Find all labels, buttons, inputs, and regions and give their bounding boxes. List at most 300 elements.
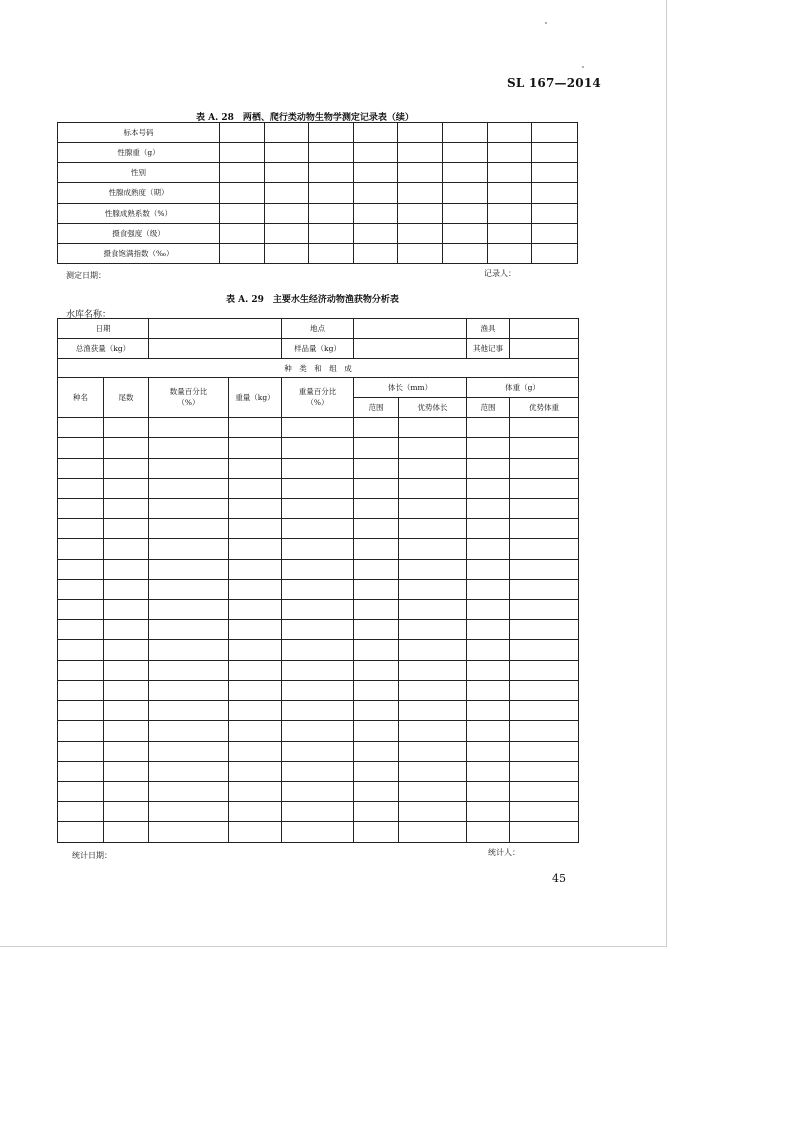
data-cell[interactable]: [399, 620, 467, 640]
data-cell[interactable]: [149, 620, 229, 640]
data-cell[interactable]: [467, 600, 510, 620]
data-cell[interactable]: [510, 579, 579, 599]
data-cell[interactable]: [354, 519, 399, 539]
gear-label: 渔具: [467, 319, 510, 339]
data-cell[interactable]: [220, 223, 265, 243]
data-cell[interactable]: [282, 519, 354, 539]
data-cell[interactable]: [229, 498, 282, 518]
data-cell[interactable]: [149, 660, 229, 680]
data-cell[interactable]: [104, 701, 149, 721]
data-cell[interactable]: [220, 143, 265, 163]
data-cell[interactable]: [265, 183, 309, 203]
table-row: [58, 822, 579, 843]
table-row: [58, 498, 579, 518]
data-cell[interactable]: [282, 539, 354, 559]
data-cell[interactable]: [58, 498, 104, 518]
table-row: [58, 478, 579, 498]
data-cell[interactable]: [467, 620, 510, 640]
row-label: 性别: [58, 163, 220, 183]
data-cell[interactable]: [58, 701, 104, 721]
data-cell[interactable]: [354, 478, 399, 498]
data-cell[interactable]: [149, 701, 229, 721]
table-row: [58, 640, 579, 660]
data-cell[interactable]: [398, 163, 443, 183]
data-cell[interactable]: [58, 418, 104, 438]
data-cell[interactable]: [149, 782, 229, 802]
data-cell[interactable]: [104, 458, 149, 478]
data-cell[interactable]: [510, 498, 579, 518]
data-cell[interactable]: [229, 559, 282, 579]
data-cell[interactable]: [229, 620, 282, 640]
data-cell[interactable]: [58, 721, 104, 741]
data-cell[interactable]: [149, 478, 229, 498]
data-cell[interactable]: [467, 559, 510, 579]
row-label: 标本号码: [58, 123, 220, 143]
data-cell[interactable]: [282, 600, 354, 620]
data-cell[interactable]: [399, 539, 467, 559]
data-cell[interactable]: [282, 579, 354, 599]
data-cell[interactable]: [104, 680, 149, 700]
data-cell[interactable]: [510, 458, 579, 478]
table-row: [58, 559, 579, 579]
data-cell[interactable]: [58, 478, 104, 498]
table-row: [58, 600, 579, 620]
data-cell[interactable]: [398, 123, 443, 143]
row-label: 摄食强度（级）: [58, 223, 220, 243]
table-a29-caption: 表 A. 29 主要水生经济动物渔获物分析表: [226, 295, 399, 305]
other-notes-label: 其他记事: [467, 339, 510, 359]
data-cell[interactable]: [104, 579, 149, 599]
col-weight-percent: 重量百分比 （%）: [282, 377, 354, 417]
data-cell[interactable]: [58, 458, 104, 478]
data-cell[interactable]: [229, 418, 282, 438]
data-cell[interactable]: [467, 741, 510, 761]
row-label: 性腺成熟系数（%）: [58, 203, 220, 223]
data-cell[interactable]: [532, 163, 578, 183]
data-cell[interactable]: [443, 183, 488, 203]
data-cell[interactable]: [149, 721, 229, 741]
data-cell[interactable]: [399, 458, 467, 478]
data-cell[interactable]: [354, 802, 399, 822]
table-row: [58, 620, 579, 640]
data-cell[interactable]: [149, 761, 229, 781]
data-cell[interactable]: [282, 741, 354, 761]
data-cell[interactable]: [510, 559, 579, 579]
data-cell[interactable]: [467, 822, 510, 843]
data-cell[interactable]: [354, 761, 399, 781]
data-cell[interactable]: [149, 418, 229, 438]
data-cell[interactable]: [229, 478, 282, 498]
data-cell[interactable]: [467, 701, 510, 721]
data-cell[interactable]: [58, 741, 104, 761]
data-cell[interactable]: [282, 802, 354, 822]
data-cell[interactable]: [265, 243, 309, 263]
data-cell[interactable]: [282, 761, 354, 781]
data-cell[interactable]: [282, 701, 354, 721]
data-cell[interactable]: [467, 802, 510, 822]
data-cell[interactable]: [104, 761, 149, 781]
data-cell[interactable]: [510, 761, 579, 781]
data-cell[interactable]: [467, 438, 510, 458]
table-row: [58, 660, 579, 680]
data-cell[interactable]: [104, 741, 149, 761]
col-count-percent: 数量百分比 （%）: [149, 377, 229, 417]
data-cell[interactable]: [510, 600, 579, 620]
data-cell[interactable]: [532, 183, 578, 203]
data-cell[interactable]: [354, 701, 399, 721]
data-cell[interactable]: [488, 143, 532, 163]
total-catch-value[interactable]: [149, 339, 282, 359]
data-cell[interactable]: [229, 539, 282, 559]
data-cell[interactable]: [104, 721, 149, 741]
col-weight-range: 范围: [467, 397, 510, 417]
data-cell[interactable]: [467, 680, 510, 700]
sample-label: 样品量（kg）: [282, 339, 354, 359]
data-cell[interactable]: [309, 223, 354, 243]
data-cell[interactable]: [467, 761, 510, 781]
data-cell[interactable]: [58, 680, 104, 700]
data-cell[interactable]: [58, 660, 104, 680]
data-cell[interactable]: [399, 822, 467, 843]
data-cell[interactable]: [532, 143, 578, 163]
data-cell[interactable]: [354, 620, 399, 640]
data-cell[interactable]: [354, 640, 399, 660]
data-cell[interactable]: [354, 559, 399, 579]
data-cell[interactable]: [229, 458, 282, 478]
stat-date-label: 统计日期：: [72, 851, 112, 860]
data-cell[interactable]: [220, 203, 265, 223]
data-cell[interactable]: [467, 498, 510, 518]
standard-number: SL 167—2014: [507, 76, 601, 90]
scan-speck: [545, 22, 547, 24]
data-cell[interactable]: [229, 802, 282, 822]
data-cell[interactable]: [399, 559, 467, 579]
data-cell[interactable]: [104, 478, 149, 498]
data-cell[interactable]: [58, 519, 104, 539]
data-cell[interactable]: [282, 478, 354, 498]
data-cell[interactable]: [58, 579, 104, 599]
table-row: [58, 183, 578, 203]
data-cell[interactable]: [282, 680, 354, 700]
data-cell[interactable]: [58, 539, 104, 559]
col-body-weight: 体重（g）: [467, 377, 579, 397]
data-cell[interactable]: [309, 123, 354, 143]
data-cell[interactable]: [354, 223, 398, 243]
data-cell[interactable]: [510, 701, 579, 721]
data-cell[interactable]: [104, 600, 149, 620]
data-cell[interactable]: [149, 438, 229, 458]
data-cell[interactable]: [229, 721, 282, 741]
data-cell[interactable]: [467, 721, 510, 741]
species-composition-header: 种 类 和 组 成: [58, 359, 579, 377]
data-cell[interactable]: [265, 163, 309, 183]
data-cell[interactable]: [510, 478, 579, 498]
data-cell[interactable]: [104, 782, 149, 802]
data-cell[interactable]: [149, 640, 229, 660]
data-cell[interactable]: [443, 143, 488, 163]
data-cell[interactable]: [229, 761, 282, 781]
data-cell[interactable]: [282, 458, 354, 478]
data-cell[interactable]: [104, 822, 149, 843]
reservoir-name-label: 水库名称：: [66, 310, 112, 320]
data-cell[interactable]: [354, 123, 398, 143]
table-row: [58, 123, 578, 143]
data-cell[interactable]: [229, 600, 282, 620]
data-cell[interactable]: [229, 822, 282, 843]
data-cell[interactable]: [58, 761, 104, 781]
data-cell[interactable]: [265, 143, 309, 163]
data-cell[interactable]: [354, 822, 399, 843]
data-cell[interactable]: [58, 640, 104, 660]
data-cell[interactable]: [282, 660, 354, 680]
data-cell[interactable]: [229, 438, 282, 458]
data-cell[interactable]: [510, 802, 579, 822]
data-cell[interactable]: [399, 701, 467, 721]
data-cell[interactable]: [354, 600, 399, 620]
data-cell[interactable]: [229, 680, 282, 700]
data-cell[interactable]: [399, 802, 467, 822]
data-cell[interactable]: [104, 660, 149, 680]
data-cell[interactable]: [282, 418, 354, 438]
statistician-label: 统计人：: [488, 848, 520, 857]
data-cell[interactable]: [488, 203, 532, 223]
table-a29: [57, 318, 579, 843]
table-row: [58, 519, 579, 539]
table-row: [58, 458, 579, 478]
data-cell[interactable]: [399, 721, 467, 741]
sample-value[interactable]: [354, 339, 467, 359]
data-cell[interactable]: [399, 418, 467, 438]
gear-value[interactable]: [510, 319, 579, 339]
table-row: [58, 223, 578, 243]
data-cell[interactable]: [399, 579, 467, 599]
data-cell[interactable]: [229, 660, 282, 680]
data-cell[interactable]: [467, 539, 510, 559]
data-cell[interactable]: [510, 539, 579, 559]
data-cell[interactable]: [354, 418, 399, 438]
data-cell[interactable]: [229, 741, 282, 761]
data-cell[interactable]: [149, 519, 229, 539]
scan-speck: [582, 66, 584, 68]
data-cell[interactable]: [149, 680, 229, 700]
data-cell[interactable]: [149, 802, 229, 822]
data-cell[interactable]: [282, 559, 354, 579]
data-cell[interactable]: [104, 418, 149, 438]
data-cell[interactable]: [149, 741, 229, 761]
data-cell[interactable]: [149, 458, 229, 478]
data-cell[interactable]: [399, 640, 467, 660]
table-row: [58, 579, 579, 599]
data-cell[interactable]: [488, 123, 532, 143]
table-a28-caption: 表 A. 28 两栖、爬行类动物生物学测定记录表（续）: [196, 113, 414, 123]
data-cell[interactable]: [532, 203, 578, 223]
data-cell[interactable]: [282, 822, 354, 843]
data-cell[interactable]: [149, 539, 229, 559]
data-cell[interactable]: [467, 640, 510, 660]
data-cell[interactable]: [104, 559, 149, 579]
data-cell[interactable]: [510, 782, 579, 802]
col-count: 尾数: [104, 377, 149, 417]
data-cell[interactable]: [488, 183, 532, 203]
data-cell[interactable]: [309, 143, 354, 163]
table-row: [58, 761, 579, 781]
table-row: [58, 418, 579, 438]
data-cell[interactable]: [104, 519, 149, 539]
data-cell[interactable]: [149, 600, 229, 620]
data-cell[interactable]: [354, 143, 398, 163]
table-row: [58, 721, 579, 741]
table-row: [58, 243, 578, 263]
data-cell[interactable]: [282, 640, 354, 660]
data-cell[interactable]: [149, 559, 229, 579]
data-cell[interactable]: [467, 579, 510, 599]
data-cell[interactable]: [510, 438, 579, 458]
data-cell[interactable]: [443, 223, 488, 243]
data-cell[interactable]: [354, 680, 399, 700]
data-cell[interactable]: [309, 163, 354, 183]
data-cell[interactable]: [282, 498, 354, 518]
data-cell[interactable]: [510, 519, 579, 539]
data-cell[interactable]: [399, 519, 467, 539]
data-cell[interactable]: [220, 163, 265, 183]
data-cell[interactable]: [265, 223, 309, 243]
data-cell[interactable]: [510, 660, 579, 680]
data-cell[interactable]: [398, 143, 443, 163]
table-row: [58, 143, 578, 163]
data-cell[interactable]: [149, 498, 229, 518]
data-cell[interactable]: [58, 600, 104, 620]
data-cell[interactable]: [220, 123, 265, 143]
data-cell[interactable]: [354, 498, 399, 518]
data-cell[interactable]: [510, 640, 579, 660]
data-cell[interactable]: [443, 203, 488, 223]
data-cell[interactable]: [399, 478, 467, 498]
data-cell[interactable]: [399, 782, 467, 802]
data-cell[interactable]: [532, 123, 578, 143]
col-body-length: 体长（mm）: [354, 377, 467, 397]
date-value[interactable]: [149, 319, 282, 339]
data-cell[interactable]: [532, 243, 578, 263]
data-cell[interactable]: [104, 802, 149, 822]
data-cell[interactable]: [282, 438, 354, 458]
data-cell[interactable]: [309, 203, 354, 223]
data-cell[interactable]: [354, 203, 398, 223]
data-cell[interactable]: [58, 438, 104, 458]
data-cell[interactable]: [220, 243, 265, 263]
data-cell[interactable]: [282, 620, 354, 640]
data-cell[interactable]: [510, 721, 579, 741]
data-cell[interactable]: [398, 183, 443, 203]
data-cell[interactable]: [354, 438, 399, 458]
data-cell[interactable]: [229, 782, 282, 802]
data-cell[interactable]: [104, 438, 149, 458]
data-cell[interactable]: [58, 822, 104, 843]
data-cell[interactable]: [488, 223, 532, 243]
data-cell[interactable]: [149, 579, 229, 599]
data-cell[interactable]: [265, 203, 309, 223]
data-cell[interactable]: [58, 802, 104, 822]
data-cell[interactable]: [58, 559, 104, 579]
data-cell[interactable]: [282, 721, 354, 741]
data-cell[interactable]: [104, 640, 149, 660]
data-cell[interactable]: [354, 660, 399, 680]
data-cell[interactable]: [443, 163, 488, 183]
table-row: [58, 741, 579, 761]
data-cell[interactable]: [399, 741, 467, 761]
data-cell[interactable]: [104, 539, 149, 559]
data-cell[interactable]: [309, 243, 354, 263]
data-cell[interactable]: [354, 458, 399, 478]
data-cell[interactable]: [532, 223, 578, 243]
table-row: [58, 802, 579, 822]
data-cell[interactable]: [399, 660, 467, 680]
table-row: [58, 163, 578, 183]
data-cell[interactable]: [354, 539, 399, 559]
data-cell[interactable]: [104, 498, 149, 518]
data-cell[interactable]: [354, 721, 399, 741]
data-cell[interactable]: [265, 123, 309, 143]
data-cell[interactable]: [354, 183, 398, 203]
data-cell[interactable]: [443, 243, 488, 263]
place-value[interactable]: [354, 319, 467, 339]
data-cell[interactable]: [229, 701, 282, 721]
data-cell[interactable]: [399, 438, 467, 458]
data-cell[interactable]: [58, 782, 104, 802]
data-cell[interactable]: [282, 782, 354, 802]
data-cell[interactable]: [510, 822, 579, 843]
data-cell[interactable]: [229, 640, 282, 660]
data-cell[interactable]: [149, 822, 229, 843]
data-cell[interactable]: [467, 782, 510, 802]
data-cell[interactable]: [354, 579, 399, 599]
data-cell[interactable]: [399, 498, 467, 518]
data-cell[interactable]: [104, 620, 149, 640]
data-cell[interactable]: [443, 123, 488, 143]
data-cell[interactable]: [510, 620, 579, 640]
data-cell[interactable]: [354, 163, 398, 183]
data-cell[interactable]: [229, 519, 282, 539]
data-cell[interactable]: [467, 458, 510, 478]
data-cell[interactable]: [467, 660, 510, 680]
data-cell[interactable]: [58, 620, 104, 640]
col-weight: 重量（kg）: [229, 377, 282, 417]
measure-date-label: 测定日期：: [66, 271, 106, 280]
data-cell[interactable]: [510, 418, 579, 438]
data-cell[interactable]: [354, 741, 399, 761]
data-cell[interactable]: [309, 183, 354, 203]
data-cell[interactable]: [398, 203, 443, 223]
data-cell[interactable]: [399, 600, 467, 620]
data-cell[interactable]: [467, 478, 510, 498]
data-cell[interactable]: [354, 243, 398, 263]
data-cell[interactable]: [510, 680, 579, 700]
data-cell[interactable]: [229, 579, 282, 599]
data-cell[interactable]: [510, 741, 579, 761]
row-label: 摄食饱满指数（‰）: [58, 243, 220, 263]
data-cell[interactable]: [399, 761, 467, 781]
other-notes-value[interactable]: [510, 339, 579, 359]
data-cell[interactable]: [398, 223, 443, 243]
total-catch-label: 总渔获量（kg）: [58, 339, 149, 359]
data-cell[interactable]: [398, 243, 443, 263]
data-cell[interactable]: [467, 519, 510, 539]
data-cell[interactable]: [399, 680, 467, 700]
data-cell[interactable]: [354, 782, 399, 802]
data-cell[interactable]: [467, 418, 510, 438]
data-cell[interactable]: [488, 163, 532, 183]
data-cell[interactable]: [220, 183, 265, 203]
data-cell[interactable]: [488, 243, 532, 263]
